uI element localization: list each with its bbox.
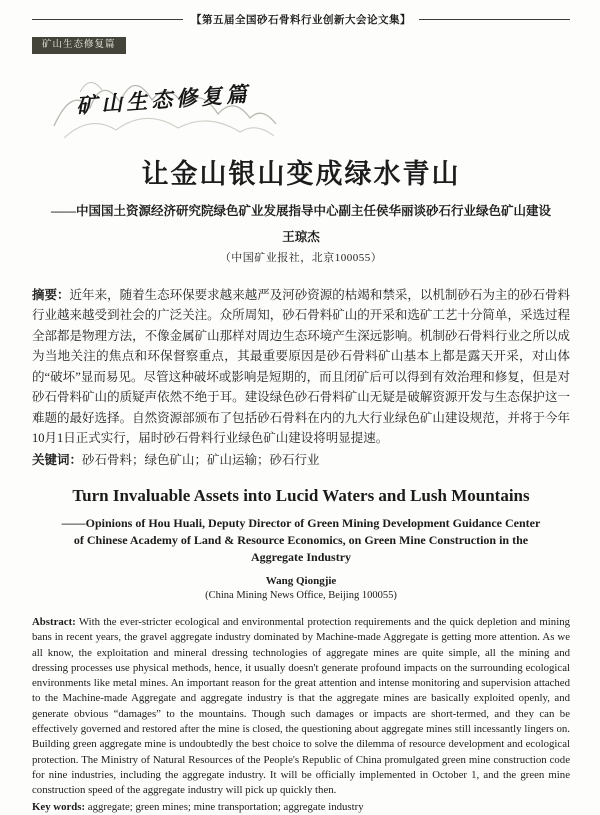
header-rule-right bbox=[419, 19, 570, 20]
paper-subtitle-cn: ——中国国土资源经济研究院绿色矿业发展指导中心副主任侯华丽谈砂石行业绿色矿山建设 bbox=[50, 203, 551, 218]
abstract-cn bbox=[32, 285, 570, 449]
calligraphy-title: 矿山生态修复篇 bbox=[75, 80, 252, 118]
decorative-header bbox=[32, 56, 570, 148]
keywords-label-cn: 关键词： bbox=[32, 452, 83, 467]
paper-title-cn: 让金山银山变成绿水青山 bbox=[141, 158, 461, 189]
paper-title-en: Turn Invaluable Assets into Lucid Waters and Lush Mountains bbox=[72, 486, 530, 505]
abstract-label-en: Abstract: bbox=[32, 616, 76, 628]
header-rule-left bbox=[32, 19, 183, 20]
author-en: Wang Qiongjie bbox=[265, 575, 337, 587]
proceedings-title: 【第五届全国砂石骨料行业创新大会论文集】 bbox=[191, 14, 411, 26]
abstract-label-cn: 摘要： bbox=[32, 287, 70, 302]
keywords-cn bbox=[32, 450, 570, 471]
abstract-en bbox=[32, 615, 570, 799]
keywords-text-cn: 砂石骨料；绿色矿山；矿山运输；砂石行业 bbox=[82, 452, 320, 467]
section-badge: 矿山生态修复篇 bbox=[32, 37, 126, 54]
affiliation-cn: （中国矿业报社，北京100055） bbox=[219, 251, 383, 264]
affiliation-en: (China Mining News Office, Beijing 100055) bbox=[205, 590, 397, 601]
keywords-label-en: Key words: bbox=[32, 800, 86, 813]
proceedings-header bbox=[32, 12, 570, 27]
keywords-en bbox=[32, 800, 570, 815]
paper-subtitle-en: ——Opinions of Hou Huali, Deputy Director of Green Mining Development Guidance Center of Chinese Academy of Land & Resource Economics, on Green Mine Construction in the Aggregate Industry bbox=[61, 516, 541, 564]
author-cn: 王琼杰 bbox=[282, 229, 320, 244]
abstract-text-cn: 近年来，随着生态环保要求越来越严及河砂资源的枯竭和禁采，以机制砂石为主的砂石骨料行业越来越受到社会的广泛关注。众所周知，砂石骨料矿山的开采和选矿工艺十分简单，采选过程全部都是物理方法，不像金属矿山那样对周边生态环境产生深远影响。机制砂石骨料行业之所以成为当地关注的焦点和环保督察重点，其最重要原因是砂石骨料矿山基本上都是露天开采，对山体的“破坏”显而易见。尽管这种破坏或影响是短期的，而且闭矿后可以得到有效治理和修复，但是对砂石骨料矿山的质疑声依然不绝于耳。建设绿色砂石骨料矿山无疑是破解资源开发与生态保护这一难题的最好选择。自然资源部颁布了包括砂石骨料在内的九大行业绿色矿山建设规范，并将于今年10月1日正式实行，届时砂石骨料行业绿色矿山建设将明显提速。 bbox=[32, 287, 570, 445]
keywords-text-en: aggregate; green mines; mine transportation; aggregate industry bbox=[87, 800, 364, 813]
abstract-text-en: With the ever-stricter ecological and environmental protection requirements and the quick depletion and mining bans in recent years, the gravel aggregate industry dominated by Machine-made Aggregate is getting more attention. As we all know, the exploitation and mineral dressing technologies of aggregate mines are quite simple, all the mining and dressing processes use physical methods, hence, it usually doesn't generate profound impacts on the surrounding ecological environments like metal mines. An important reason for the great attention and intense monitoring and supervision attached to the Machine-made Aggregate and aggregate industry is that the aggregate mines are basically exploited openly, and generate obvious “damages” to the mountains. Though such damages or impacts are short-termed, and they can be effectively governed and restored after the mine is closed, the questioning about aggregate mines still incessantly lingers on. Building green aggregate mine is undoubtedly the best choice to solve the dilemma of resource development and ecological protection. The Ministry of Natural Resources of the People's Republic of China promulgated green mine construction code for nine industries, including the aggregate industry. It will be officially implemented in October 1, and the green mine construction speed of the aggregate industry will pick up quickly then. bbox=[32, 616, 570, 797]
